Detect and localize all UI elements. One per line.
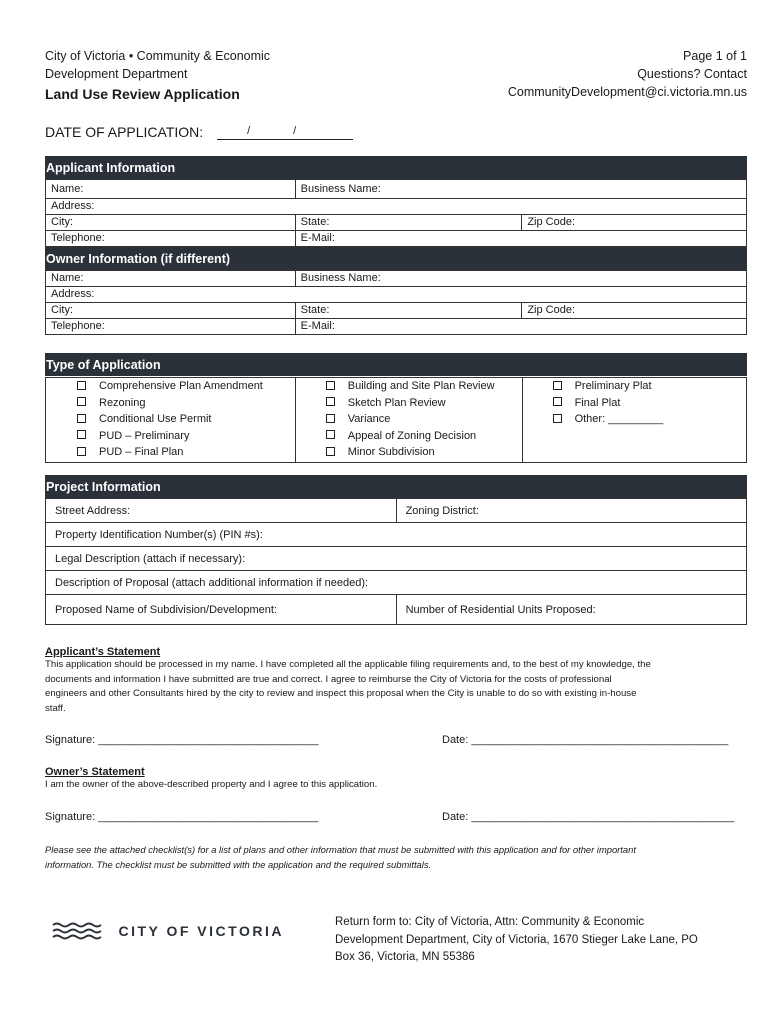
legal-description-field[interactable]: Legal Description (attach if necessary): (46, 547, 747, 571)
date-field[interactable] (217, 125, 353, 140)
note-line-2: information. The checklist must be submitted with the application and the required submittals. (45, 859, 432, 870)
type-section-heading: Type of Application (45, 353, 747, 376)
owner-city-field[interactable]: City: (46, 303, 296, 319)
logo-text: CITY OF VICTORIA (118, 923, 284, 939)
header-org-block (45, 47, 270, 103)
owner-signature-field[interactable]: Signature: ____________________________________ (45, 811, 319, 823)
street-address-field[interactable]: Street Address: (46, 499, 397, 523)
applicant-city-field[interactable]: City: (46, 215, 296, 231)
applicant-signature-field[interactable]: Signature: ____________________________________ (45, 734, 319, 746)
type-option[interactable]: PUD – Preliminary (77, 428, 295, 445)
subdivision-name-field[interactable]: Proposed Name of Subdivision/Development: (46, 595, 397, 625)
type-option[interactable]: Variance (326, 411, 522, 428)
applicant-statement-line-3: engineers and other Consultants hired by the city to review and inspect this proposal when the City is unable to do so with existing in-house (45, 688, 637, 699)
owner-statement-heading: Owner’s Statement (45, 766, 145, 778)
zoning-district-field[interactable]: Zoning District: (396, 499, 746, 523)
checkbox-icon[interactable] (326, 414, 335, 423)
pin-field[interactable]: Property Identification Number(s) (PIN #s): (46, 523, 747, 547)
project-section-heading: Project Information (45, 475, 747, 498)
residential-units-field[interactable]: Number of Residential Units Proposed: (396, 595, 746, 625)
return-line-2: Development Department, City of Victoria, 1670 Stieger Lake Lane, PO (335, 933, 698, 946)
owner-address-field[interactable]: Address: (46, 287, 747, 303)
return-address (335, 914, 735, 967)
applicant-statement (45, 646, 745, 716)
checkbox-icon[interactable] (326, 430, 335, 439)
city-logo (52, 921, 284, 941)
checkbox-icon[interactable] (77, 397, 86, 406)
type-option[interactable]: Sketch Plan Review (326, 395, 522, 412)
applicant-state-field[interactable]: State: (295, 215, 522, 231)
applicant-table (45, 179, 747, 247)
owner-statement-text: I am the owner of the above-described property and I agree to this application. (45, 779, 378, 790)
checkbox-icon[interactable] (553, 397, 562, 406)
checkbox-icon[interactable] (77, 381, 86, 390)
type-column-1 (46, 378, 296, 463)
applicant-name-field[interactable]: Name: (46, 180, 296, 199)
applicant-statement-line-1: This application should be processed in my name. I have completed all the applicable filing requirements and, to the best of my knowledge, the (45, 659, 651, 670)
date-of-application (45, 124, 353, 140)
applicant-email-field[interactable]: E-Mail: (295, 231, 746, 247)
applicant-section-heading: Applicant Information (45, 156, 747, 179)
owner-telephone-field[interactable]: Telephone: (46, 319, 296, 335)
owner-name-field[interactable]: Name: (46, 271, 296, 287)
return-line-3: Box 36, Victoria, MN 55386 (335, 951, 475, 963)
applicant-statement-line-2: documents and information I have submitted are true and correct. I agree to reimburse the City of Victoria for the costs of professional (45, 673, 612, 685)
applicant-telephone-field[interactable]: Telephone: (46, 231, 296, 247)
type-column-3 (522, 378, 746, 463)
owner-table (45, 270, 747, 335)
page-title: Land Use Review Application (45, 86, 240, 102)
org-line-1: City of Victoria • Community & Economic (45, 49, 271, 63)
applicant-address-field[interactable]: Address: (46, 199, 747, 215)
waves-icon (52, 921, 108, 941)
owner-business-field[interactable]: Business Name: (295, 271, 746, 287)
date-separator-1: / (247, 125, 251, 137)
type-option[interactable]: Final Plat (553, 395, 746, 412)
type-option[interactable]: Rezoning (77, 395, 295, 412)
owner-zip-field[interactable]: Zip Code: (522, 303, 747, 319)
checkbox-icon[interactable] (553, 414, 562, 423)
note-line-1: Please see the attached checklist(s) for a list of plans and other information that must be submitted with this application and for other important (45, 844, 636, 855)
checklist-note (45, 842, 735, 872)
checkbox-icon[interactable] (77, 447, 86, 456)
owner-date-field[interactable]: Date: ___________________________________________ (442, 811, 735, 823)
checkbox-icon[interactable] (553, 381, 562, 390)
type-option[interactable]: Conditional Use Permit (77, 411, 295, 428)
applicant-statement-line-4: staff. (45, 702, 66, 714)
owner-section-heading: Owner Information (if different) (45, 247, 747, 270)
page-number: Page 1 of 1 (683, 49, 747, 63)
applicant-zip-field[interactable]: Zip Code: (522, 215, 747, 231)
checkbox-icon[interactable] (326, 381, 335, 390)
checkbox-icon[interactable] (326, 447, 335, 456)
org-line-2: Development Department (45, 67, 188, 81)
type-option[interactable]: Minor Subdivision (326, 444, 522, 461)
date-separator-2: / (293, 125, 297, 137)
header-contact-block (508, 47, 747, 101)
applicant-business-field[interactable]: Business Name: (295, 180, 746, 199)
checkbox-icon[interactable] (77, 430, 86, 439)
type-option[interactable]: PUD – Final Plan (77, 444, 295, 461)
return-line-1: Return form to: City of Victoria, Attn: Community & Economic (335, 916, 645, 928)
checkbox-icon[interactable] (326, 397, 335, 406)
applicant-statement-heading: Applicant’s Statement (45, 646, 161, 658)
applicant-date-field[interactable]: Date: __________________________________________ (442, 734, 729, 746)
contact-email: CommunityDevelopment@ci.victoria.mn.us (507, 85, 747, 99)
checkbox-icon[interactable] (77, 414, 86, 423)
type-option[interactable]: Comprehensive Plan Amendment (77, 378, 295, 395)
project-table (45, 498, 747, 625)
type-option[interactable]: Other: _________ (553, 411, 746, 428)
owner-statement (45, 766, 745, 793)
questions-label: Questions? Contact (637, 67, 747, 81)
proposal-description-field[interactable]: Description of Proposal (attach additional information if needed): (46, 571, 747, 595)
owner-state-field[interactable]: State: (295, 303, 522, 319)
date-label: DATE OF APPLICATION: (45, 124, 204, 140)
owner-email-field[interactable]: E-Mail: (295, 319, 746, 335)
type-column-2 (295, 378, 522, 463)
type-option[interactable]: Building and Site Plan Review (326, 378, 522, 395)
type-table (45, 377, 747, 463)
type-option[interactable]: Appeal of Zoning Decision (326, 428, 522, 445)
type-option[interactable]: Preliminary Plat (553, 378, 746, 395)
